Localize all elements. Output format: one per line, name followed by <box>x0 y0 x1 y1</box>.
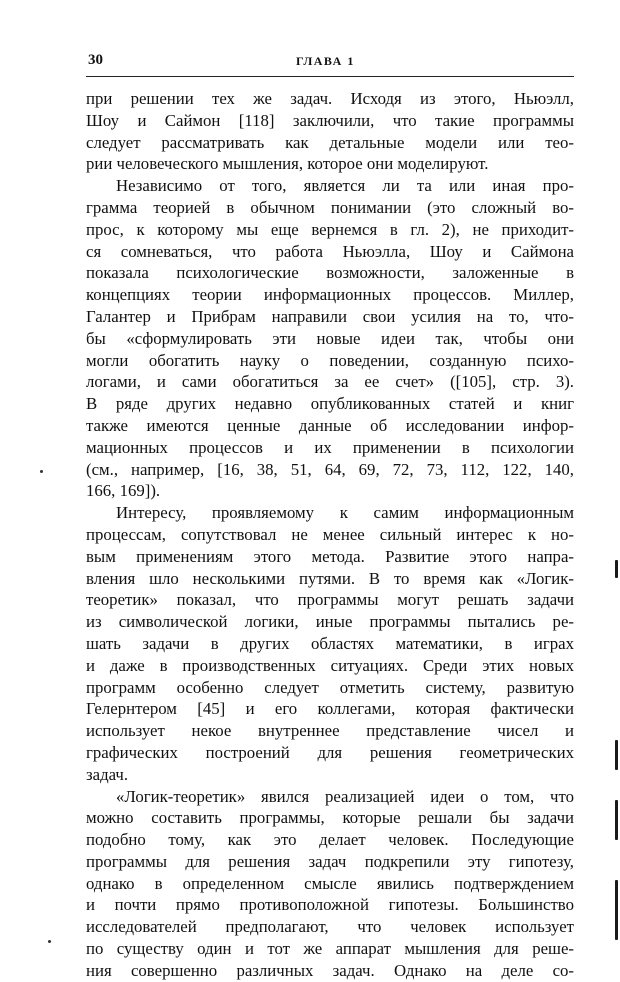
page-number: 30 <box>88 52 103 68</box>
text-line: и даже в производственных ситуациях. Среди этих новых <box>86 655 574 675</box>
text-line: вления шло несколькими путями. В то время как «Логик- <box>86 568 574 588</box>
text-line: 166, 169]). <box>86 481 161 501</box>
text-line: рии человеческого мышления, которое они моделируют. <box>86 154 489 174</box>
text-line: бы «сформулировать эти новые идеи так, чтобы они <box>86 328 574 348</box>
text-line: теоретик» показал, что программы могут решать задачи <box>86 590 574 610</box>
scan-speck <box>48 940 51 943</box>
text-line: программ особенно следует отметить систему, развитую <box>86 677 574 697</box>
scan-speck <box>40 470 43 473</box>
text-line: концепциях теории информационных процессов. Миллер, <box>86 285 574 305</box>
text-line: и почти прямо противоположной гипотезы. Большинство <box>86 895 574 915</box>
text-line: Независимо от того, является ли та или иная про- <box>116 176 574 196</box>
scan-edge-mark <box>615 800 618 840</box>
text-line: прос, к которому мы еще вернемся в гл. 2), не приходит- <box>86 219 574 239</box>
text-line: ния совершенно различных задач. Однако на деле со- <box>86 960 574 980</box>
text-line: В ряде других недавно опубликованных статей и книг <box>86 394 574 414</box>
text-line: вым применениям этого метода. Развитие этого напра- <box>86 546 574 566</box>
text-line: графических построений для решения геометрических <box>86 742 574 762</box>
text-line: Галантер и Прибрам направили свои усилия на то, что- <box>86 306 574 326</box>
text-line: (см., например, [16, 38, 51, 64, 69, 72, 73, 112, 122, 140, <box>86 459 574 479</box>
text-line: также имеются ценные данные об исследовании инфор- <box>86 415 574 435</box>
text-line: Гелернтером [45] и его коллегами, которая фактически <box>86 699 574 719</box>
text-line: грамма теорией в обычном понимании (это сложный во- <box>86 197 574 217</box>
text-line: следует рассматривать как детальные модели или тео- <box>86 132 574 152</box>
text-line: могли обогатить науку о поведении, созданную психо- <box>86 350 574 370</box>
text-line: программы для решения задач подкрепили эту гипотезу, <box>86 851 574 871</box>
text-line: исследователей предполагают, что человек использует <box>86 917 574 937</box>
text-line: шать задачи в других областях математики, в играх <box>86 633 574 653</box>
text-line: логами, и сами обогатиться за ее счет» ([105], стр. 3). <box>86 372 574 392</box>
paragraph <box>86 175 574 502</box>
text-line: мационных процессов и их применении в психологии <box>86 437 574 457</box>
text-line: задач. <box>86 764 129 784</box>
text-line: Интересу, проявляемому к самим информационным <box>116 503 574 523</box>
text-line: подобно тому, как это делает человек. Последующие <box>86 830 574 850</box>
paragraph <box>86 88 574 175</box>
text-line: использует некое внутреннее представление чисел и <box>86 721 574 741</box>
scan-edge-mark <box>615 560 618 578</box>
text-line: из символической логики, иные программы пытались ре- <box>86 612 574 632</box>
text-line: процессам, сопутствовал не менее сильный интерес к но- <box>86 524 574 544</box>
text-line: показала психологические возможности, заложенные в <box>86 263 574 283</box>
page-body <box>86 88 574 982</box>
text-line: Шоу и Саймон [118] заключили, что такие программы <box>86 110 574 130</box>
scan-edge-mark <box>615 880 618 940</box>
page-header <box>86 52 574 74</box>
running-head: ГЛАВА 1 <box>296 54 355 68</box>
text-line: однако в определенном смысле явились подтверждением <box>86 873 574 893</box>
text-line: по существу один и тот же аппарат мышления для реше- <box>86 939 574 959</box>
text-line: можно составить программы, которые решали бы задачи <box>86 808 574 828</box>
text-line: при решении тех же задач. Исходя из этого, Ньюэлл, <box>86 89 574 108</box>
paragraph <box>86 502 574 785</box>
scan-edge-mark <box>615 740 618 770</box>
paragraph <box>86 786 574 982</box>
text-line: ся сомневаться, что работа Ньюэлла, Шоу и Саймона <box>86 241 574 261</box>
header-rule <box>86 76 574 77</box>
text-line: «Логик-теоретик» явился реализацией идеи о том, что <box>116 786 574 806</box>
